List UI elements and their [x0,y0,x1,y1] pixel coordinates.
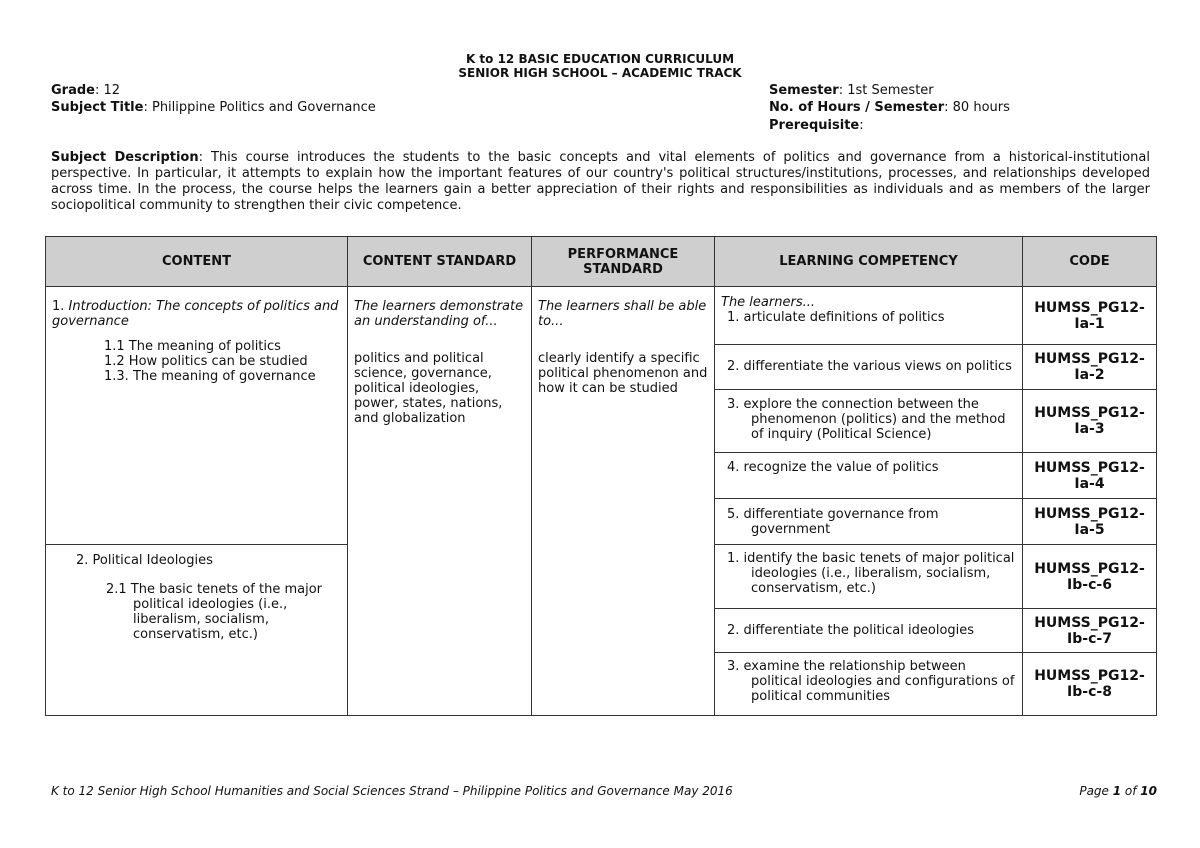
content-standard-intro: The learners demonstrate an understanding of... [354,299,524,329]
code-cell: HUMSS_PG12-Ia-5 [1023,499,1157,545]
header-content-standard: CONTENT STANDARD [348,237,532,287]
header-code: CODE [1023,237,1157,287]
code-cell: HUMSS_PG12-Ib-c-6 [1023,545,1157,609]
semester-info [769,82,934,99]
page-number: Page 1 of 10 [1079,784,1157,798]
curriculum-title: K to 12 BASIC EDUCATION CURRICULUM [465,52,735,66]
competency-cell [715,653,1023,716]
subject-label: Subject Title [51,100,144,115]
footer-text: K to 12 Senior High School Humanities and Social Sciences Strand – Philippine Politics and Governance May 2016 [51,784,733,798]
content-cell-ideologies [46,545,348,716]
code-cell: HUMSS_PG12-Ib-c-7 [1023,609,1157,653]
prerequisite-label: Prerequisite [769,118,860,133]
hours-label: No. of Hours / Semester [769,100,945,115]
curriculum-table [45,236,1157,716]
total-pages: 10 [1140,784,1157,798]
grade-value: : 12 [94,83,121,98]
competency-text: 1. identify the basic tenets of major political ideologies (i.e., liberalism, socialism, conservatism, etc.) [727,551,1015,596]
performance-standard-text: clearly identify a specific political phenomenon and how it can be studied [538,351,708,396]
section-title-introduction: 1. Introduction: The concepts of politics and governance [52,299,339,329]
header-learning-competency: LEARNING COMPETENCY [715,237,1023,287]
code-cell: HUMSS_PG12-Ia-3 [1023,390,1157,453]
performance-standard-cell [532,287,715,716]
content-standard-cell [348,287,532,716]
competency-cell [715,453,1023,499]
code-cell: HUMSS_PG12-Ia-4 [1023,453,1157,499]
competency-text: 4. recognize the value of politics [727,460,939,475]
description-text: : This course introduces the students to the basic concepts and vital elements of politics and governance from a historical-institutional perspective. In particular, it attempts to explain how the important features of our country's political structures/institutions, processes, and relationships developed across time. In the process, the course helps the learners gain a better appreciation of their rights and responsibilities as individuals and as members of the larger sociopolitical community to strengthen their civic competence. [51,150,1150,213]
prerequisite-info [769,117,864,134]
competency-cell [715,545,1023,609]
grade-label: Grade [51,83,95,98]
competency-cell [715,390,1023,453]
hours-info [769,99,1010,116]
competency-text: 1. articulate definitions of politics [727,310,945,325]
code-cell: HUMSS_PG12-Ia-2 [1023,345,1157,390]
content-standard-text: politics and political science, governance, political ideologies, power, states, nations, and globalization [354,351,503,426]
competency-text: 3. examine the relationship between political ideologies and configurations of political communities [727,659,1015,704]
subject-info [51,99,376,116]
section-title-ideologies: 2. Political Ideologies [76,553,213,568]
description-label: Subject Description [51,150,199,165]
subject-value: : Philippine Politics and Governance [143,100,376,115]
competency-text: 3. explore the connection between the phenomenon (politics) and the method of inquiry (Political Science) [727,397,1006,442]
current-page: 1 [1112,784,1122,798]
code-cell: HUMSS_PG12-Ia-1 [1023,287,1157,345]
competency-text: 5. differentiate governance from government [727,507,939,537]
competency-text: 2. differentiate the various views on politics [727,359,1012,374]
content-cell-introduction [46,287,348,545]
competency-cell [715,287,1023,345]
grade-info [51,82,120,99]
performance-standard-intro: The learners shall be able to... [538,299,707,329]
code-cell: HUMSS_PG12-Ib-c-8 [1023,653,1157,716]
competency-cell [715,345,1023,390]
header-performance-standard: PERFORMANCE STANDARD [532,237,715,287]
competency-text: 2. differentiate the political ideologies [727,622,975,638]
table-row [46,287,1157,345]
subject-description [51,150,1150,214]
prerequisite-value: : [859,118,864,133]
competency-intro: The learners... [721,295,815,310]
track-title: SENIOR HIGH SCHOOL – ACADEMIC TRACK [458,66,742,80]
semester-label: Semester [769,83,839,98]
competency-cell [715,499,1023,545]
header-content: CONTENT [46,237,348,287]
table-header-row [46,237,1157,287]
content-item: 1.2 How politics can be studied [104,354,308,369]
section-title-text: Introduction: The concepts of politics and governance [52,299,339,329]
hours-value: : 80 hours [944,100,1010,115]
competency-cell [715,609,1023,653]
content-item: 2.1 The basic tenets of the major political ideologies (i.e., liberalism, socialism, conservatism, etc.) [106,582,323,642]
semester-value: : 1st Semester [838,83,934,98]
content-item: 1.1 The meaning of politics [104,339,281,354]
content-item: 1.3. The meaning of governance [104,369,316,384]
